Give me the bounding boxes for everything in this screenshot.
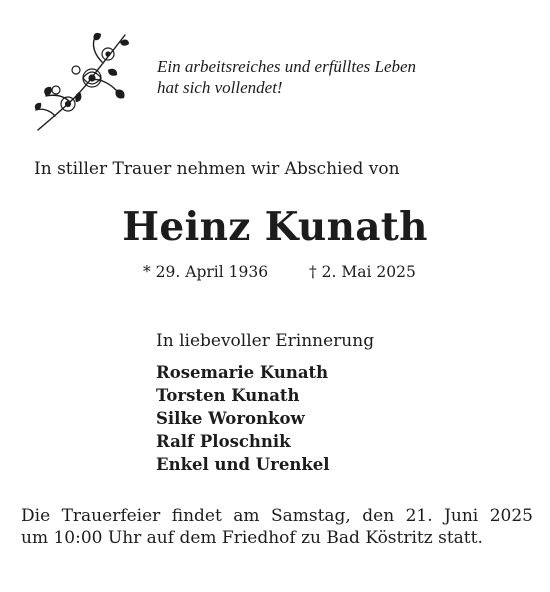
quote-line-1: Ein arbeitsreiches und erfülltes Leben — [157, 57, 417, 76]
flower-branch-icon — [30, 30, 135, 135]
mourner-name: Ralf Ploschnik — [156, 432, 291, 451]
funeral-line-1 — [21, 505, 533, 527]
funeral-word: Trauerfeier — [61, 506, 161, 526]
funeral-word: Die — [21, 506, 51, 526]
quote-line-2: hat sich vollendet! — [157, 78, 283, 97]
funeral-line-2: um 10:00 Uhr auf dem Friedhof zu Bad Köstritz statt. — [21, 528, 483, 548]
mourner-name: Silke Woronkow — [156, 409, 305, 428]
mourner-name: Torsten Kunath — [156, 386, 300, 405]
funeral-word: findet — [171, 506, 222, 526]
death-date: † 2. Mai 2025 — [309, 263, 416, 281]
deceased-name: Heinz Kunath — [122, 204, 428, 250]
funeral-word: 21. — [405, 506, 433, 526]
funeral-word: Juni — [444, 506, 479, 526]
funeral-word: Samstag, — [270, 506, 351, 526]
mourner-name: Enkel und Urenkel — [156, 455, 330, 474]
funeral-word: am — [233, 506, 260, 526]
birth-date: * 29. April 1936 — [143, 263, 269, 281]
intro-text: In stiller Trauer nehmen wir Abschied von — [34, 159, 400, 179]
funeral-word: den — [362, 506, 395, 526]
funeral-notice — [21, 505, 533, 549]
quote — [157, 56, 416, 98]
mourners-list — [156, 361, 330, 476]
memory-line: In liebevoller Erinnerung — [156, 331, 375, 351]
mourner-name: Rosemarie Kunath — [156, 363, 329, 382]
funeral-word: 2025 — [489, 506, 533, 526]
